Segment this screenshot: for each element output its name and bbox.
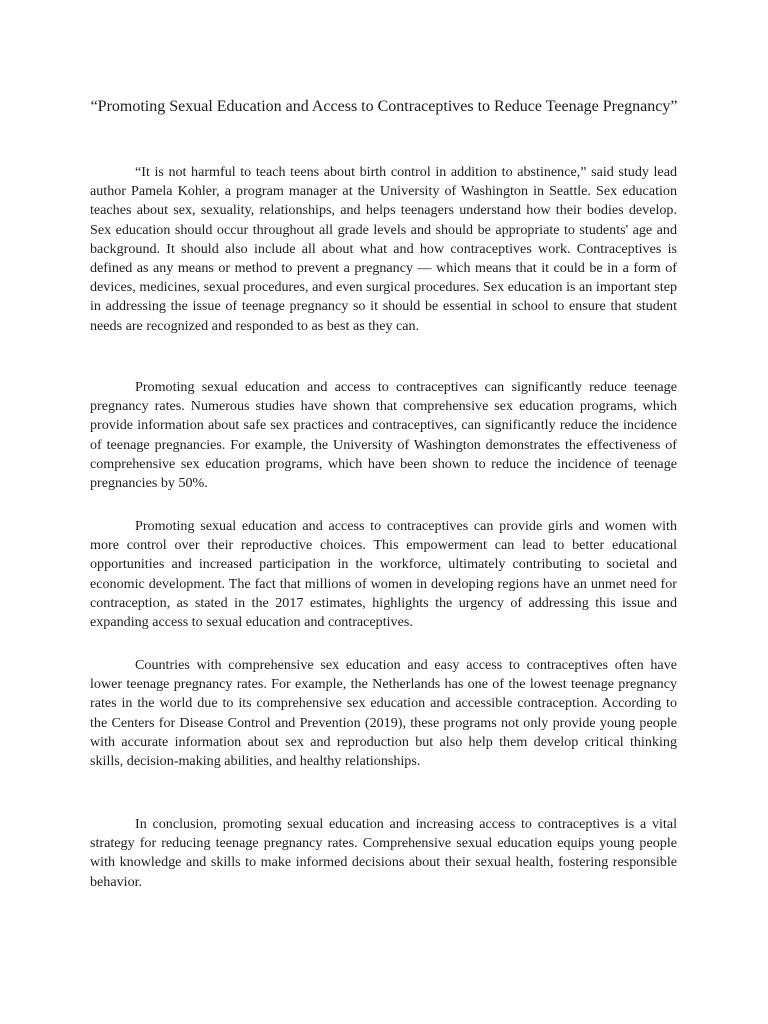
document-title: “Promoting Sexual Education and Access to Contraceptives to Reduce Teenage Pregnancy”	[90, 98, 678, 115]
paragraph-4: Countries with comprehensive sex education and easy access to contraceptives often have lower teenage pregnancy rates. For example, the Netherlands has one of the lowest teenage pregnancy rates in the world due to its comprehensive sex education and accessible contraception. According to the Centers for Disease Control and Prevention (2019), these programs not only provide young people with accurate information about sex and reproduction but also help them develop critical thinking skills, decision-making abilities, and healthy relationships.	[90, 657, 677, 770]
paragraph-3: Promoting sexual education and access to contraceptives can provide girls and women with more control over their reproductive choices. This empowerment can lead to better educational opportunities and increased participation in the workforce, ultimately contributing to societal and economic development. The fact that millions of women in developing regions have an unmet need for contraception, as stated in the 2017 estimates, highlights the urgency of addressing this issue and expanding access to sexual education and contraceptives.	[90, 518, 677, 631]
paragraph-2: Promoting sexual education and access to contraceptives can significantly reduce teenage pregnancy rates. Numerous studies have shown that comprehensive sex education programs, which provide information about safe sex practices and contraceptives, can significantly reduce the incidence of teenage pregnancies. For example, the University of Washington demonstrates the effectiveness of comprehensive sex education programs, which have been shown to reduce the incidence of teenage pregnancies by 50%.	[90, 379, 677, 492]
paragraph-5: In conclusion, promoting sexual education and increasing access to contraceptives is a vital strategy for reducing teenage pregnancy rates. Comprehensive sexual education equips young people with knowledge and skills to make informed decisions about their sexual health, fostering responsible behavior.	[90, 816, 677, 890]
paragraph-1: “It is not harmful to teach teens about birth control in addition to abstinence,” said study lead author Pamela Kohler, a program manager at the University of Washington in Seattle. Sex education teaches about sex, sexuality, relationships, and helps teenagers understand how their bodies develop. Sex education should occur throughout all grade levels and should be appropriate to students' age and background. It should also include all about what and how contraceptives work. Contraceptives is defined as any means or method to prevent a pregnancy — which means that it could be in a form of devices, medicines, sexual procedures, and even surgical procedures. Sex education is an important step in addressing the issue of teenage pregnancy so it should be essential in school to ensure that student needs are recognized and responded to as best as they can.	[90, 164, 677, 334]
